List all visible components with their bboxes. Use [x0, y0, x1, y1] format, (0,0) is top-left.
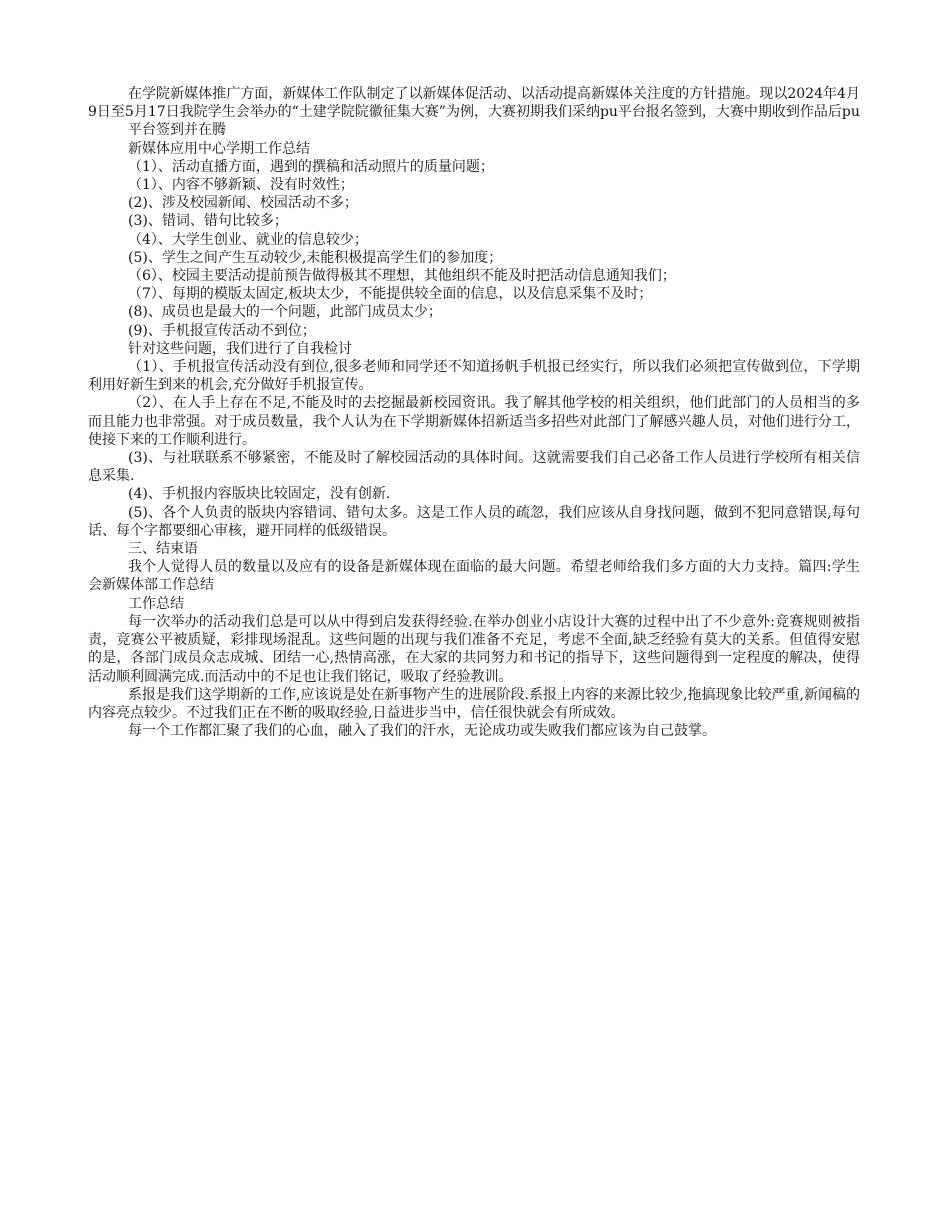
problem-item: （1）、活动直播方面，遇到的撰稿和活动照片的质量问题；	[128, 158, 494, 175]
paragraph-platform: 平台签到并在腾	[128, 122, 226, 139]
problem-item: (8)、成员也是最大的一个问题，此部门成员太少；	[128, 304, 442, 321]
problem-item: (9)、手机报宣传活动不到位；	[128, 322, 316, 339]
review-item: (5)、各个人负责的版块内容错词、错句太多。这是工作人员的疏忽，我们应该从自身找问题，做到不犯同意错误,每句话、每个字都要细心审核，避开同样的低级错误。	[88, 504, 860, 539]
section-heading-work-summary: 工作总结	[128, 595, 184, 612]
review-item: （1）、手机报宣传活动没有到位,很多老师和同学还不知道扬帆手机报已经实行，所以我们必须把宣传做到位，下学期利用好新生到来的机会,充分做好手机报宣传。	[88, 359, 860, 394]
review-item: (4)、手机报内容版块比较固定，没有创新.	[128, 486, 391, 503]
problem-item: （7）、每期的模版太固定,板块太少，不能提供较全面的信息，以及信息采集不及时；	[128, 286, 653, 303]
section-heading-summary: 新媒体应用中心学期工作总结	[128, 140, 310, 157]
review-item: （2）、在人手上存在不足,不能及时的去挖掘最新校园资讯。我了解其他学校的相关组织，他们此部门的人员相当的多而且能力也非常强。对于成员数量，我个人认为在下学期新媒体招新适当多招些对此部门了解感兴趣人员，对他们进行分工，使接下来的工作顺利进行。	[88, 395, 860, 448]
problem-item: （6）、校园主要活动提前预告做得极其不理想，其他组织不能及时把活动信息通知我们；	[128, 268, 676, 285]
section-heading-self-review: 针对这些问题，我们进行了自我检讨	[128, 340, 352, 357]
problem-item: （4）、大学生创业、就业的信息较少；	[128, 231, 368, 248]
problem-item: (2)、涉及校园新闻、校园活动不多；	[128, 195, 358, 212]
paragraph-experience: 每一次举办的活动我们总是可以从中得到启发获得经验.在举办创业小店设计大赛的过程中出了不少意外:竞赛规则被指责，竞赛公平被质疑，彩排现场混乱。这些问题的出现与我们准备不充足，考虑不全面,缺乏经验有莫大的关系。但值得安慰的是，各部门成员众志成城、团结一心,热情高涨，在大家的共同努力和书记的指导下，这些问题得到一定程度的解决，使得活动顺利圆满完成.而活动中的不足也让我们铭记，吸取了经验教训。	[88, 613, 860, 685]
document-body	[88, 85, 860, 740]
problem-item: (3)、错词、错句比较多；	[128, 213, 288, 230]
problem-item: (5)、学生之间产生互动较少,未能积极提高学生们的参加度；	[128, 249, 503, 266]
section-heading-conclusion: 三、结束语	[128, 541, 198, 558]
paragraph-department-newspaper: 系报是我们这学期新的工作,应该说是处在新事物产生的进展阶段.系报上内容的来源比较少,拖搞现象比较严重,新闻稿的内容亮点较少。不过我们正在不断的吸取经验,日益进步当中，信任很快就会有所成效。	[88, 686, 860, 721]
problem-item: （1）、内容不够新颖、没有时效性；	[128, 177, 354, 194]
paragraph-closing: 每一个工作都汇聚了我们的心血，融入了我们的汗水，无论成功或失败我们都应该为自己鼓掌。	[128, 723, 716, 740]
review-item: (3)、与社联联系不够紧密，不能及时了解校园活动的具体时间。这就需要我们自己必备工作人员进行学校所有相关信息采集.	[88, 450, 860, 485]
paragraph-intro: 在学院新媒体推广方面，新媒体工作队制定了以新媒体促活动、以活动提高新媒体关注度的方针措施。现以2024年4月9日至5月17日我院学生会举办的“土建学院院徽征集大赛”为例，大赛初期我们采纳pu平台报名签到，大赛中期收到作品后pu	[88, 86, 860, 121]
paragraph-conclusion: 我个人觉得人员的数量以及应有的设备是新媒体现在面临的最大问题。希望老师给我们多方面的大力支持。篇四:学生会新媒体部工作总结	[88, 559, 860, 594]
